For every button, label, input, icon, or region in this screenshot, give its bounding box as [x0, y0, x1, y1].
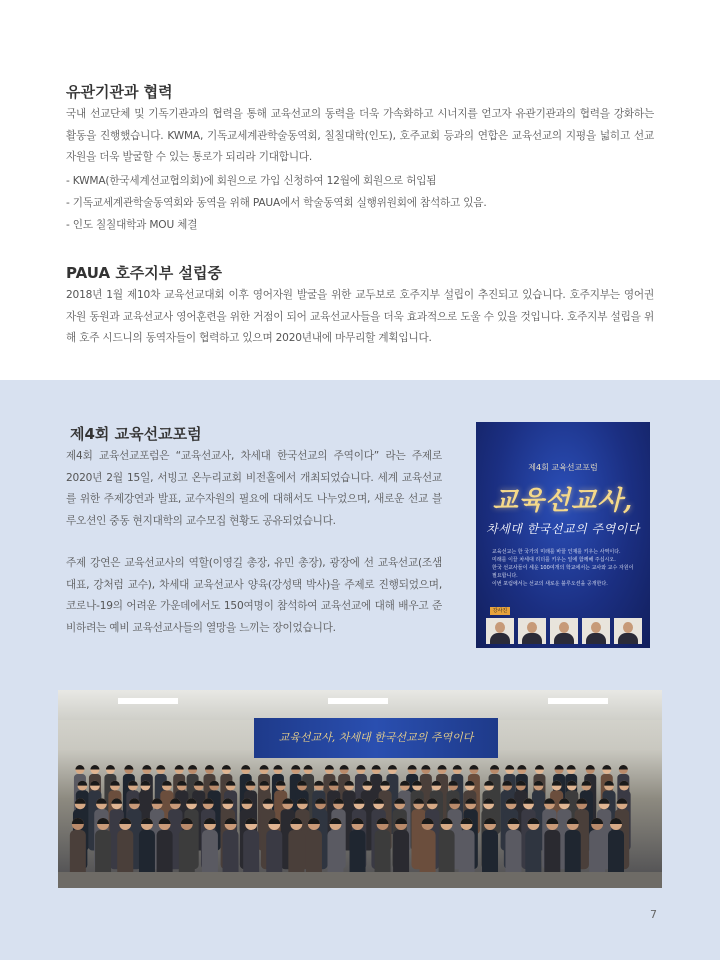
partnership-bullet-1: - KWMA(한국세계선교협의회)에 회원으로 가입 신청하여 12월에 회원으로 허입됨 — [66, 175, 437, 187]
person-hair — [517, 765, 526, 770]
speaker-portraits — [486, 618, 642, 644]
person-hair — [241, 765, 250, 770]
person-hair — [408, 765, 417, 770]
person-hair — [453, 765, 462, 770]
forum-group-photo — [58, 690, 662, 888]
person-hair — [469, 765, 478, 770]
person-hair — [340, 765, 349, 770]
speaker-portrait — [614, 618, 642, 644]
person-hair — [490, 765, 499, 770]
person-hair — [304, 765, 313, 770]
person-hair — [291, 765, 300, 770]
speaker-portrait — [486, 618, 514, 644]
person-hair — [567, 765, 576, 770]
person-hair — [222, 765, 231, 770]
partnership-bullet-3: - 인도 칠칠대학과 MOU 체결 — [66, 219, 198, 231]
speaker-portrait — [550, 618, 578, 644]
person-hair — [273, 765, 282, 770]
person-hair — [421, 765, 430, 770]
person-hair — [175, 765, 184, 770]
speaker-portrait — [518, 618, 546, 644]
paua-australia-paragraph: 2018년 1월 제10차 교육선교대회 이후 영어자원 발굴을 위한 교두보로 호주지부 설립이 추진되고 있습니다. 호주지부는 영어권 자원 동원과 교육선교사 영어훈련을 위한 거점이 되어 교육선교사들을 더욱 효과적으로 도울 수 있을 것입니다. 호주지부 설립을 위해 호주 시드니의 동역자들이 협력하고 있으며 2020년내에 마무리할 계획입니다. — [66, 289, 654, 344]
person-hair — [75, 765, 84, 769]
poster-speakers-tag: 강사진 — [490, 607, 510, 615]
person-hair — [555, 765, 564, 770]
section-title-paua-australia: PAUA 호주지부 설립중 — [66, 264, 222, 282]
poster-body-line: 이번 포럼에서는 선교의 새로운 블루오션을 공개한다. — [492, 581, 608, 587]
person-hair — [188, 765, 197, 770]
person-hair — [438, 765, 447, 770]
person-hair — [124, 765, 133, 770]
poster-top-label: 제4회 교육선교포럼 — [528, 463, 598, 472]
section-title-partnership: 유관기관과 협력 — [66, 83, 173, 101]
poster-body-line: 미래를 이끌 차세대 리더를 키우는 일에 함께해 주십시오. — [492, 557, 616, 563]
person-hair — [314, 781, 324, 786]
person-hair — [90, 765, 99, 770]
poster-body-text — [492, 548, 638, 588]
person-hair — [205, 765, 214, 770]
person-hair — [505, 765, 514, 770]
poster-subtitle: 차세대 한국선교의 주역이다 — [486, 522, 640, 536]
crowd-illustration — [58, 690, 662, 888]
forum-poster-image — [476, 422, 650, 648]
forum-paragraph-1: 제4회 교육선교포럼은 “교육선교사, 차세대 한국선교의 주역이다” 라는 주제로 2020년 2월 15일, 서빙고 온누리교회 비전홀에서 개최되었습니다. 세계 교육선교를 위한 주제강연과 발표, 교수자원의 필요에 대해서도 나누었으며, 새로운 선교 블루오션인 중동 현지대학의 교수모집 현황도 공유되었습니다. — [66, 450, 442, 527]
poster-body-line: 한국 선교사들이 세운 100여개의 학교에서는 교사와 교수 자원이 필요합니다. — [492, 565, 634, 579]
person-hair — [142, 765, 151, 770]
forum-paragraph-2: 주제 강연은 교육선교사의 역할(이영길 총장, 유민 총장), 광장에 선 교육선교(조샘 대표, 강처럼 교수), 차세대 교육선교사 양육(강성택 박사)을 주제로 진행되었으며, 코로나-19의 어려운 가운데에서도 150여명이 참석하여 교육선교에 대해 배우고 준비하려는 예비 교육선교사들의 열망을 느끼는 장이었습니다. — [66, 557, 442, 634]
speaker-portrait — [582, 618, 610, 644]
person-hair — [106, 765, 115, 770]
person-hair — [325, 765, 334, 770]
section-title-forum: 제4회 교육선교포럼 — [70, 425, 202, 443]
partnership-paragraph: 국내 선교단체 및 기독기관과의 협력을 통해 교육선교의 동력을 더욱 가속화하고 시너지를 얻고자 유관기관과의 협력을 강화하는 활동을 진행했습니다. KWMA, 기독교세계관학술동역회, 칠칠대학(인도), 호주교회 등과의 연합은 교육선교의 지평을 넓히고 선교자원을 더욱 발굴할 수 있는 통로가 되리라 기대합니다. — [66, 108, 654, 163]
person-hair — [260, 765, 269, 770]
person-hair — [586, 765, 595, 770]
person-hair — [356, 765, 365, 770]
poster-main-title: 교육선교사, — [492, 486, 634, 516]
photo-floor — [58, 872, 662, 888]
person-hair — [372, 765, 381, 770]
person-hair — [388, 765, 397, 770]
page-number: 7 — [650, 908, 657, 921]
partnership-bullet-2: - 기독교세계관학술동역회와 동역을 위해 PAUA에서 학술동역회 실행위원회에 참석하고 있음. — [66, 197, 487, 209]
person-hair — [602, 765, 611, 770]
poster-body-line: 교육선교는 한 국가의 미래를 바꿀 인재를 키우는 사역이다. — [492, 549, 621, 555]
person-hair — [156, 765, 165, 770]
person-hair — [535, 765, 544, 770]
person-hair — [619, 765, 628, 770]
photo-banner: 교육선교사, 차세대 한국선교의 주역이다 — [254, 718, 498, 758]
